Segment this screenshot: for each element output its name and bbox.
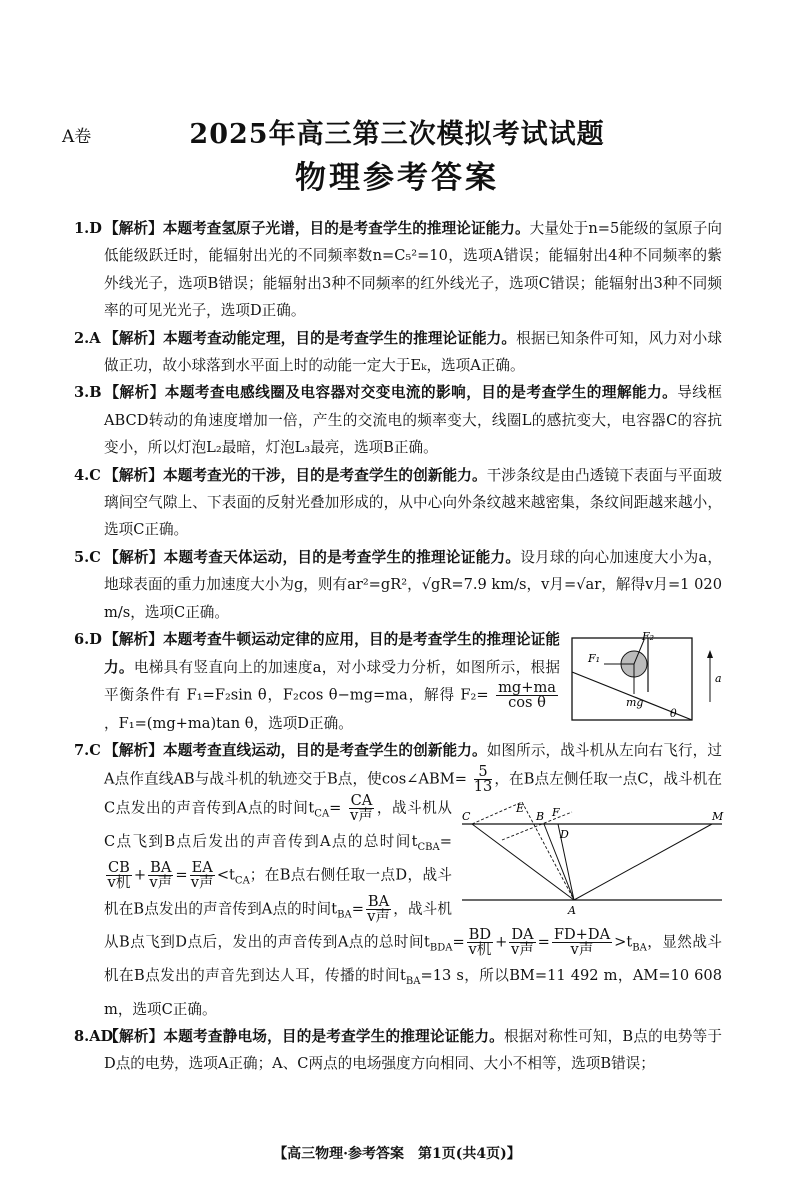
label-mg: mg [626,696,644,710]
answer-4: 4.C 【解析】本题考查光的干涉，目的是考查学生的创新能力。干涉条纹是由凸透镜下表面与平面玻璃间空气隙上、下表面的反射光叠加形成的，从中心向外条纹越来越密集，条纹间距越来越小，选项C正确。 [74,466,722,539]
acceleration-arrow-head [707,650,713,658]
label-f: F [552,805,560,819]
fraction-ba-2: BA v声 [367,892,390,925]
label-a: a [715,672,722,686]
fraction-fd-da: FD+DA v声 [553,926,611,959]
elevator-force-diagram [570,632,722,724]
label-m: M [712,809,724,823]
answer-title: 物理参考答案 [295,160,499,196]
answer-5: 5.C 【解析】本题考查天体运动，目的是考查学生的推理论证能力。设月球的向心加速度大小为a，地球表面的重力加速度大小为g，则有ar²=gR²，√gR=7.9 km/s，v月=√ar，解得v月=1 020 m/s，选项C正确。 [74,548,722,621]
label-theta: θ [670,707,677,721]
volume-label: A卷 [62,127,92,147]
exam-title: 2025年高三第三次模拟考试试题 [189,119,605,150]
answer-2: 2.A 【解析】本题考查动能定理，目的是考查学生的推理论证能力。根据已知条件可知，风力对小球做正功，故小球落到水平面上时的动能一定大于Eₖ，选项A正确。 [74,329,722,375]
answer-6: F₁ F₂ mg a θ 6.D 【解析】本题考查牛顿运动定律的应用，目的是考查学生的推理论证能力。电梯具有竖直向上的加速度a，对小球受力分析，如图所示，根据平衡条件有 F₁=F₂sin θ，F₂cos θ−mg=ma，解得 F₂= $\frac{mg+ma}{\text{cos θ}}$ ，F₁=(mg+ma)tan θ，选项D正确。 [74,631,722,732]
fraction-f2: $\frac{mg+ma}{\text{cos θ}}$ [498,678,557,711]
answer-7: 7.C 【解析】本题考查直线运动，目的是考查学生的创新能力。如图所示，战斗机从左向右飞行，过A点作直线AB与战斗机的轨迹交于B点，使cos∠ABM= $\frac{5}{13}$ ，在B点左侧任取一点C，战斗机在C点发出的声音传到A点的时间$t_{CA}=$ C B M E F D A CA v声 ，战斗机从C点飞到B点后发出的声音传到A点的总时间$t_{CBA}=$ CB v机 + BA v声 = EA v声 $<t_{CA}$；在B点右侧任取一点D，战斗机在B点发出的声音传到A点的时间$t_{BA}=$ BA v声 ，战斗机从B点飞到D点后，发出的声音传到A点的总时间$t_{BDA}=$ BD v机 + DA v声 = FD+DA v声 $>t_{BA}$，显然战斗机在B点发出的声音先到达人耳，传播的时间$t_{BA}=13$ s，所以BM=11 492 m，AM=10 608 m，选项C正确。 [74,737,722,1023]
page-footer: 【高三物理·参考答案 第1页(共4页)】 [273,1146,521,1162]
label-f1: F₁ [588,652,601,666]
answer-1: 1.D 【解析】本题考查氢原子光谱，目的是考查学生的推理论证能力。大量处于n=5能级的氢原子向低能级跃迁时，能辐射出光的不同频率数n=C₅²=10，选项A错误；能辐射出4种不同频率的紫外线光子，选项B错误；能辐射出3种不同频率的红外线光子，选项C错误；能辐射出3种不同频率的可见光光子，选项D正确。 [74,220,722,320]
dashed-ea [522,802,574,900]
line-ma [574,824,712,900]
fraction-ba: BA v声 [149,858,173,891]
label-a: A [568,903,576,917]
fighter-sound-diagram [462,802,732,922]
label-b: B [536,809,545,823]
label-d: D [560,827,569,841]
label-c: C [462,809,471,823]
fraction-da: DA v声 [511,926,534,959]
fraction-cb: CB v机 [107,858,131,891]
label-f2: F₂ [642,632,655,644]
fraction-cos: $\frac{5}{13}$ [473,762,493,795]
answer-list [74,215,722,1078]
answer-3: 3.B 【解析】本题考查电感线圈及电容器对交变电流的影响，目的是考查学生的理解能力。导线框ABCD转动的角速度增加一倍，产生的交流电的频率变大，线圈L的感抗变大，电容器C的容抗变小，所以灯泡L₂最暗，灯泡L₃最亮，选项B正确。 [74,384,722,457]
fraction-ca: CA v声 [350,791,373,824]
fraction-bd: BD v机 [468,926,492,959]
label-e: E [516,801,525,815]
fraction-ea: EA v声 [190,858,214,891]
dashed-ce [472,801,525,824]
answer-8: 8.AD【解析】本题考查静电场，目的是考查学生的推理论证能力。根据对称性可知，B点的电势等于D点的电势，选项A正确；A、C两点的电场强度方向相同、大小不相等，选项B错误； [74,1028,722,1073]
